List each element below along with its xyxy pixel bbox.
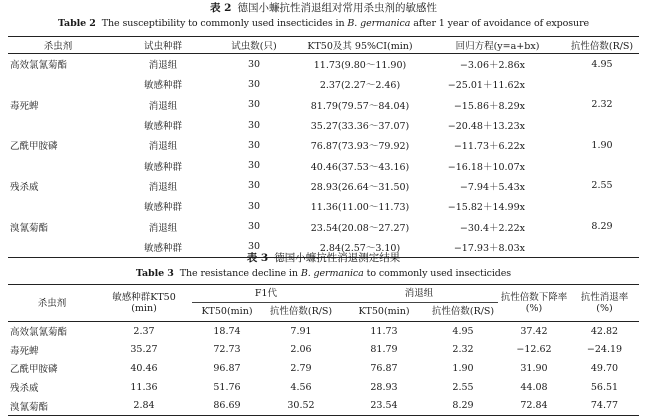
t2-cell-number: 30 [247, 200, 261, 212]
table-row [8, 196, 639, 216]
table2-title-en-b: after 1 year of avoidance of exposure [413, 18, 590, 29]
table2-caption-en [0, 18, 647, 30]
t3-header-ratio-drop-unit: (%) [525, 303, 543, 314]
t2-cell-kt50: 11.73(9.80～11.90) [313, 60, 407, 72]
t3-header-sensitive-label: 敏感种群KT50 [112, 292, 176, 303]
table3-title-cn: 德国小蠊抗性消退测定结果 [274, 252, 401, 264]
t2-cell-kt50: 81.79(79.57～84.04) [310, 100, 410, 112]
t2-cell-ratio: 8.29 [591, 221, 613, 233]
t3-cell-f1-ratio: 2.79 [290, 362, 312, 374]
t2-cell-number: 30 [247, 221, 261, 233]
t3-cell-f1-kt50: 96.87 [213, 362, 241, 374]
t3-cell-insecticide: 溴氰菊酯 [8, 396, 96, 415]
table3-title-en-a: The resistance decline in [179, 268, 298, 279]
t3-cell-decline-ratio: 8.29 [428, 396, 498, 415]
table-row [8, 359, 639, 378]
t2-cell-kt50: 23.54(20.08～27.27) [310, 222, 410, 234]
table3-title-en-b: to commonly used insecticides [366, 268, 512, 279]
t2-cell-insecticide: 高效氯氰菊酯 [10, 60, 68, 72]
t2-cell-insecticide [8, 74, 108, 94]
t3-cell-ratio-drop: 72.84 [498, 396, 570, 415]
t2-cell-kt50: 11.36(11.00～11.73) [310, 202, 410, 214]
t3-cell-decline-ratio: 4.95 [452, 325, 474, 337]
table2-caption-cn [0, 2, 647, 15]
t3-header-decline-group: 消退组 [340, 285, 498, 303]
table2-label-en: Table 2 [57, 18, 96, 29]
t2-cell-regression: −15.82＋14.99x [447, 202, 525, 214]
t3-cell-sensitive: 2.84 [96, 396, 192, 415]
t2-cell-kt50: 40.46(37.53～43.16) [310, 161, 410, 173]
t2-cell-regression: −16.18＋10.07x [447, 161, 525, 173]
t3-header-decline-rate-unit: (%) [596, 303, 613, 314]
table2-species: B. germanica [347, 18, 411, 29]
table-row [8, 135, 639, 155]
table-row [8, 176, 639, 196]
t2-cell-strain: 敏感种群 [143, 80, 182, 92]
t2-cell-ratio [565, 196, 639, 216]
t3-cell-decline-rate: 49.70 [590, 362, 619, 374]
t2-cell-strain: 消退组 [148, 100, 178, 112]
t3-header-f1-kt50: KT50(min) [192, 302, 262, 321]
t2-cell-number: 30 [247, 139, 261, 151]
t2-cell-strain: 消退组 [148, 141, 178, 153]
table-row [8, 115, 639, 135]
t3-header-sensitive-unit: (min) [131, 303, 157, 314]
t3-cell-decline-rate: −24.19 [586, 344, 623, 356]
t3-header-insecticide: 杀虫剂 [8, 285, 96, 322]
table3-caption-en [0, 268, 647, 280]
table3-label-en: Table 3 [135, 268, 174, 279]
table3-caption-cn [0, 252, 647, 265]
table-row [8, 322, 639, 341]
t3-header-decline-kt50: KT50(min) [340, 302, 428, 321]
t3-cell-decline-kt50: 81.79 [370, 344, 398, 356]
t2-cell-insecticide [8, 155, 108, 175]
t3-cell-decline-ratio: 2.55 [452, 381, 474, 393]
t2-header-number: 试虫数(只) [218, 37, 290, 54]
t2-cell-insecticide: 溴氰菊酯 [10, 222, 49, 234]
t2-cell-regression: −17.93＋8.03x [430, 237, 565, 258]
table-row [8, 378, 639, 397]
t2-cell-number: 30 [247, 99, 261, 111]
t3-cell-insecticide: 高效氯氰菊酯 [10, 327, 68, 339]
t3-cell-f1-kt50: 51.76 [213, 381, 241, 393]
table-row [8, 95, 639, 115]
t2-cell-insecticide [8, 196, 108, 216]
t3-cell-f1-ratio: 7.91 [290, 325, 312, 337]
t2-cell-number: 30 [218, 237, 290, 258]
t2-cell-number: 30 [247, 119, 261, 131]
t2-cell-insecticide: 残杀威 [10, 181, 39, 193]
t3-header-sensitive-kt50 [96, 285, 192, 322]
t2-cell-strain: 敏感种群 [143, 121, 182, 133]
table2-title-en-a: The susceptibility to commonly used insecticides in [101, 18, 345, 29]
t3-cell-ratio-drop: −12.62 [516, 344, 552, 356]
table2-label-cn: 表 2 [210, 2, 232, 14]
table-row [8, 155, 639, 175]
t3-cell-f1-kt50: 18.74 [213, 325, 241, 337]
t2-cell-number: 30 [247, 160, 261, 172]
t3-cell-insecticide: 毒死蜱 [10, 345, 39, 357]
t3-header-decline-ratio: 抗性倍数(R/S) [428, 302, 498, 321]
table2 [8, 36, 639, 258]
t2-cell-ratio [565, 155, 639, 175]
t3-cell-decline-rate: 56.51 [590, 381, 619, 393]
t3-cell-decline-kt50: 28.93 [370, 381, 398, 393]
t3-cell-decline-rate: 42.82 [590, 325, 619, 337]
t2-cell-strain: 敏感种群 [108, 237, 218, 258]
t3-cell-f1-kt50: 72.73 [213, 344, 241, 356]
t3-cell-decline-ratio: 2.32 [452, 344, 474, 356]
t2-cell-ratio [565, 74, 639, 94]
t3-cell-insecticide: 乙酰甲胺磷 [10, 364, 58, 376]
t2-header-kt50: KT50及其 95%CI(min) [290, 37, 430, 54]
t3-cell-sensitive: 40.46 [130, 362, 158, 374]
t3-cell-ratio-drop: 44.08 [520, 381, 548, 393]
t3-cell-f1-ratio: 4.56 [290, 381, 312, 393]
t3-cell-insecticide: 残杀威 [10, 383, 39, 395]
t3-cell-sensitive: 11.36 [130, 381, 158, 393]
t2-cell-kt50: 35.27(33.36～37.07) [310, 121, 410, 133]
t2-cell-regression: −7.94＋5.43x [459, 181, 525, 193]
t2-cell-strain: 敏感种群 [143, 202, 182, 214]
t3-cell-decline-kt50: 76.87 [370, 362, 398, 374]
table2-title-cn: 德国小蠊抗性消退组对常用杀虫剂的敏感性 [237, 2, 437, 14]
t2-cell-number: 30 [247, 180, 261, 192]
t2-cell-insecticide: 毒死蜱 [10, 100, 39, 112]
table-row [8, 341, 639, 360]
t3-cell-decline-rate: 74.77 [570, 396, 639, 415]
table-row [8, 216, 639, 236]
table3-label-cn: 表 3 [246, 252, 269, 264]
t2-cell-insecticide: 乙酰甲胺磷 [10, 141, 58, 153]
t2-cell-kt50: 2.37(2.27～2.46) [319, 80, 401, 92]
t3-cell-ratio-drop: 31.90 [520, 362, 548, 374]
t2-cell-kt50: 2.84(2.57～3.10) [290, 237, 430, 258]
t2-header-ratio: 抗性倍数(R/S) [565, 37, 639, 54]
t2-header-insecticide: 杀虫剂 [8, 37, 108, 54]
t2-cell-ratio: 2.32 [591, 99, 613, 111]
t3-cell-decline-kt50: 23.54 [340, 396, 428, 415]
t3-header-decline-rate [570, 285, 639, 322]
table-row [8, 54, 639, 75]
t2-cell-number: 30 [247, 78, 261, 90]
t3-header-decline-rate-label: 抗性消退率 [580, 292, 629, 303]
t2-cell-insecticide [8, 115, 108, 135]
t3-cell-sensitive: 35.27 [130, 344, 158, 356]
t2-cell-strain: 消退组 [148, 222, 178, 234]
table3-species: B. germanica [300, 268, 364, 279]
t3-header-ratio-drop [498, 285, 570, 322]
t2-cell-strain: 消退组 [148, 181, 178, 193]
t2-cell-regression: −25.01＋11.62x [447, 80, 525, 92]
t2-cell-strain: 敏感种群 [143, 161, 182, 173]
t2-cell-ratio: 2.55 [591, 180, 613, 192]
t2-cell-regression: −3.06＋2.86x [459, 60, 525, 72]
t2-cell-regression: −30.4＋2.22x [459, 222, 525, 234]
t2-cell-regression: −15.86＋8.29x [453, 100, 525, 112]
t3-cell-f1-ratio: 2.06 [290, 344, 312, 356]
t3-header-f1-ratio: 抗性倍数(R/S) [262, 302, 340, 321]
t2-cell-regression: −11.73＋6.22x [453, 141, 525, 153]
t2-header-regression: 回归方程(y=a+bx) [430, 37, 565, 54]
t3-cell-decline-ratio: 1.90 [452, 362, 474, 374]
t3-cell-sensitive: 2.37 [133, 325, 155, 337]
t2-cell-kt50: 76.87(73.93～79.92) [310, 141, 410, 153]
t2-cell-ratio: 1.90 [591, 139, 613, 151]
t3-header-ratio-drop-label: 抗性倍数下降率 [500, 292, 568, 303]
t2-cell-strain: 消退组 [148, 60, 178, 72]
table3 [8, 284, 639, 416]
t2-cell-ratio [565, 115, 639, 135]
t3-cell-f1-kt50: 86.69 [192, 396, 262, 415]
t3-cell-ratio-drop: 37.42 [520, 325, 548, 337]
t2-cell-regression: −20.48＋13.23x [447, 121, 525, 133]
t3-cell-f1-ratio: 30.52 [262, 396, 340, 415]
t2-cell-kt50: 28.93(26.64～31.50) [310, 181, 410, 193]
table-row [8, 396, 639, 415]
table-row [8, 74, 639, 94]
t3-header-f1: F1代 [192, 285, 340, 303]
t2-header-strain: 试虫种群 [108, 37, 218, 54]
t3-cell-decline-kt50: 11.73 [370, 325, 398, 337]
t2-cell-number: 30 [247, 58, 261, 70]
t2-cell-ratio: 4.95 [591, 58, 613, 70]
